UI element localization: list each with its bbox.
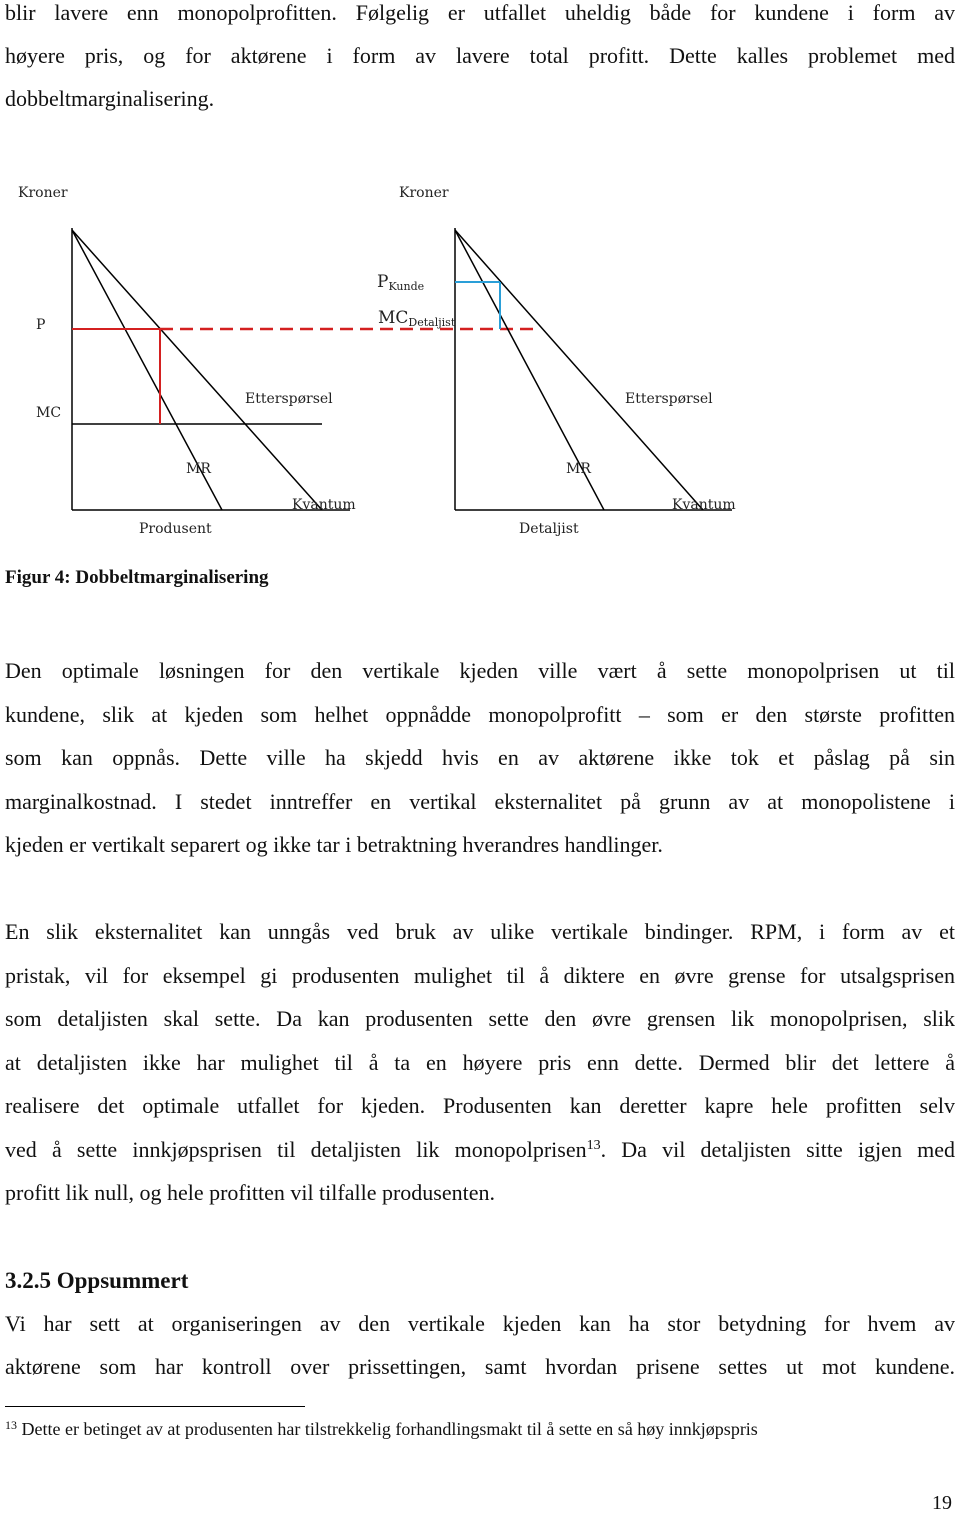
section-heading: 3.2.5 Oppsummert [5,1268,189,1293]
right-panel-label: Detaljist [519,521,579,537]
body-line: aktørene som har kontroll over prissettingen, samt hvordan prisene settes ut mot kundene. [5,1354,955,1379]
page-number: 19 [932,1492,952,1514]
right-mr-label: MR [566,461,591,477]
body-line: blir lavere enn monopolprofitten. Følgelig er utfallet uheldig både for kundene i form av [5,0,955,25]
left-y-axis-label: Kroner [18,185,68,201]
body-line: profitt lik null, og hele profitten vil tilfalle produsenten. [5,1180,496,1205]
body-line: høyere pris, og for aktørene i form av lavere total profitt. Dette kalles problemet med [5,43,955,68]
body-line-with-footnote-ref: ved å sette innkjøpsprisen til detaljisten lik monopolprisen$^{13}$. Da vil detaljisten sitte igjen med [5,1137,955,1162]
footnote-divider [5,1406,305,1407]
body-line: at detaljisten ikke har mulighet til å ta en høyere pris enn dette. Dermed blir det lettere å [5,1050,955,1075]
body-line: som detaljisten skal sette. Da kan produsenten sette den øvre grensen lik monopolprisen, slik [5,1006,955,1031]
footnote-reference[interactable]: 13 [586,1138,601,1153]
body-line: En slik eksternalitet kan unngås ved bruk av ulike vertikale bindinger. RPM, i form av et [5,919,955,944]
body-line: pristak, vil for eksempel gi produsenten mulighet til å diktere en øvre grense for utsalgsprisen [5,963,955,988]
p-kunde-label: $P_{Kunde}$ [377,272,425,293]
left-demand-label: Etterspørsel [245,391,333,407]
right-x-axis-label: Kvantum [672,497,736,513]
right-demand-label: Etterspørsel [625,391,713,407]
left-x-axis-label: Kvantum [292,497,356,513]
body-line: kundene, slik at kjeden som helhet oppnådde monopolprofitt – som er den største profitten [5,702,955,727]
mc-detaljist-label: $MC_{Detaljist}$ [378,308,456,329]
right-y-axis-label: Kroner [399,185,449,201]
body-line: marginalkostnad. I stedet inntreffer en vertikal eksternalitet på grunn av at monopolistene i [5,789,955,814]
footnote: $^{13}$ Dette er betinget av at produsenten har tilstrekkelig forhandlingsmakt til å sette en så høy innkjøpspris [5,1418,758,1439]
double-marginalization-figure [0,0,960,560]
body-line: Den optimale løsningen for den vertikale kjeden ville vært å sette monopolprisen ut til [5,658,955,683]
left-panel-label: Produsent [139,521,212,537]
body-line: realisere det optimale utfallet for kjeden. Produsenten kan deretter kapre hele profitten selv [5,1093,955,1118]
left-mr-label: MR [186,461,211,477]
body-line: Vi har sett at organiseringen av den vertikale kjeden kan ha stor betydning for hvem av [5,1311,955,1336]
body-line: som kan oppnås. Dette ville ha skjedd hvis en av aktørene ikke tok et påslag på sin [5,745,955,770]
body-line: kjeden er vertikalt separert og ikke tar i betraktning hverandres handlinger. [5,832,663,857]
p-label: P [36,317,46,333]
body-line: dobbeltmarginalisering. [5,86,215,111]
mc-label: MC [36,405,62,421]
figure-caption: Figur 4: Dobbeltmarginalisering [5,567,269,588]
